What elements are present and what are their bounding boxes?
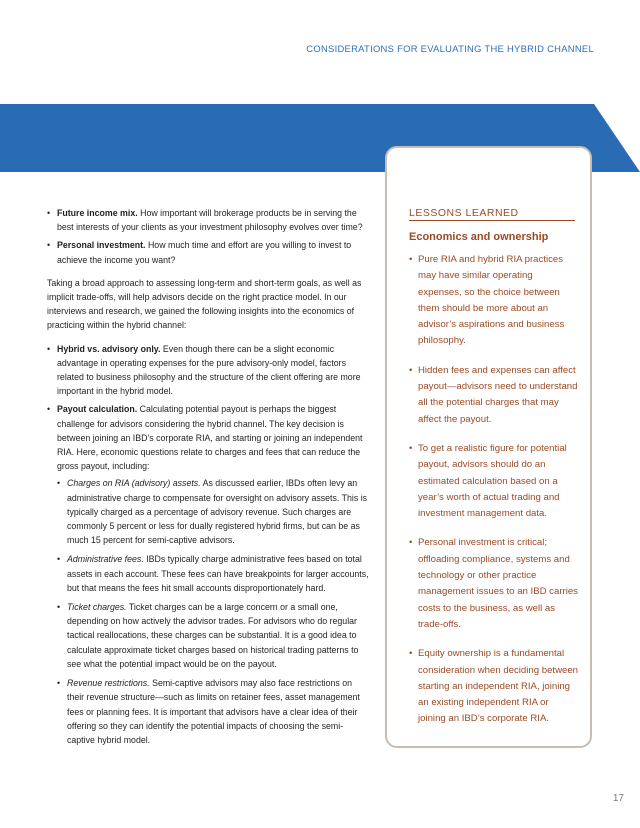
bullet-icon: •	[47, 208, 51, 218]
sub-bullet	[57, 676, 369, 747]
bullet-text: Even though there can be a slight economic advantage in operating expenses for the pure advisory-only model, factors related to business philosophy and the structure of the client offering are more important in the hybrid model.	[57, 343, 361, 397]
lesson-text: Equity ownership is a fundamental consideration when deciding between starting an independent RIA, joining an existing independent RIA or joining an IBD’s corporate RIA.	[418, 648, 579, 725]
bullet-term: Payout calculation.	[57, 404, 138, 415]
bullet-text: How much time and effort are you willing to invest to achieve the income you want?	[57, 240, 352, 265]
bullet-icon: •	[47, 343, 51, 354]
lesson-item	[409, 363, 579, 428]
sub-bullet-term: Ticket charges.	[67, 602, 127, 613]
lessons-learned-title: LESSONS LEARNED	[409, 206, 575, 221]
lesson-text: Personal investment is critical; offloading compliance, systems and technology or other practice management issues to an IBD carries costs to the business, as well as trade-offs.	[418, 537, 578, 630]
lesson-item	[409, 535, 579, 633]
insight-bullet-list	[47, 342, 369, 747]
lesson-item	[409, 646, 579, 727]
sub-bullet-term: Charges on RIA (advisory) assets.	[67, 478, 201, 489]
intro-bullet	[47, 206, 369, 234]
header-band-notch	[594, 104, 640, 172]
bullet-icon: •	[409, 537, 413, 549]
bullet-text: Calculating potential payout is perhaps the biggest challenge for advisors considering the hybrid channel. The key decision is between joining an IBD’s corporate RIA, and starting or joining an independent RIA. Here, economic questions relate to charges and fees that can reduce the gross payout, including:	[57, 404, 363, 472]
sub-bullet-term: Revenue restrictions.	[67, 678, 150, 689]
sub-bullet-text: As discussed earlier, IBDs often levy an administrative charge to compensate for oversight on advisory assets. This is typically charged as a percentage of advisory revenue. Such charges are commonly 5 percent or less for dually registered hybrid firms, but can be as much 15 percent for semi-captive advisors.	[67, 478, 368, 546]
bullet-icon: •	[57, 678, 61, 689]
bullet-icon: •	[57, 478, 61, 489]
bullet-term: Future income mix.	[57, 208, 138, 218]
lesson-text: Pure RIA and hybrid RIA practices may have similar operating expenses, so the choice between them should be more about an advisor’s aspirations and business philosophy.	[418, 254, 565, 347]
insight-bullet	[47, 402, 369, 747]
body-paragraph: Taking a broad approach to assessing long-term and short-term goals, as well as implicit trade-offs, will help advisors decide on the right practice model. In our interviews and research, we gained the following insights into the economics of practicing within the hybrid channel:	[47, 277, 362, 331]
sub-bullet	[57, 476, 369, 547]
sub-bullet	[57, 600, 369, 671]
page-number: 17	[612, 793, 624, 804]
bullet-icon: •	[47, 404, 51, 415]
bullet-term: Hybrid vs. advisory only.	[57, 343, 161, 354]
bullet-icon: •	[409, 254, 413, 265]
bullet-icon: •	[409, 648, 413, 660]
sub-bullet-term: Administrative fees.	[67, 554, 144, 565]
bullet-icon: •	[409, 442, 413, 454]
lessons-learned-list	[409, 252, 579, 741]
sub-bullet-text: Semi-captive advisors may also face restrictions on their revenue structure—such as limits on retainer fees, asset management fees or planning fees. It is important that advisors have a clear idea of their offering so they can identify the potential impacts of choosing the semi-captive hybrid model.	[67, 678, 360, 745]
insight-bullet	[47, 342, 369, 399]
bullet-icon: •	[409, 364, 413, 376]
bullet-icon: •	[57, 602, 61, 613]
main-body	[47, 206, 369, 752]
running-header: CONSIDERATIONS FOR EVALUATING THE HYBRID CHANNEL	[306, 43, 594, 54]
bullet-text: How important will brokerage products be in serving the best interests of your clients as your investment philosophy evolves over time?	[57, 208, 363, 233]
sub-bullet	[57, 552, 369, 595]
lessons-learned-subtitle: Economics and ownership	[409, 231, 549, 243]
sub-bullet-text: Ticket charges can be a large concern or a small one, depending on how actively the advisor trades. For advisors who do regular tactical reallocations, these charges can be substantial. It is a good idea to calculate approximate ticket charges based on historical trading patterns to see what the potential impact would be on the payout.	[67, 602, 359, 669]
lesson-text: To get a realistic figure for potential payout, advisors should do an estimated calculation based on a year’s worth of actual trading and investment management data.	[418, 442, 567, 520]
bullet-icon: •	[47, 240, 51, 251]
lesson-item	[409, 252, 579, 350]
bullet-term: Personal investment.	[57, 240, 146, 251]
bullet-icon: •	[57, 554, 61, 565]
lesson-text: Hidden fees and expenses can affect payout—advisors need to understand all the potential charges that may affect the payout.	[418, 364, 578, 425]
sub-bullet-text: IBDs typically charge administrative fees based on total assets in each account. These fees can have breakpoints for larger accounts, but that means the fees hit small accounts disproportionately hard.	[67, 554, 369, 593]
intro-bullet	[47, 238, 369, 266]
intro-bullet-list	[47, 206, 369, 267]
lesson-item	[409, 441, 579, 522]
charges-sub-list	[57, 476, 369, 747]
